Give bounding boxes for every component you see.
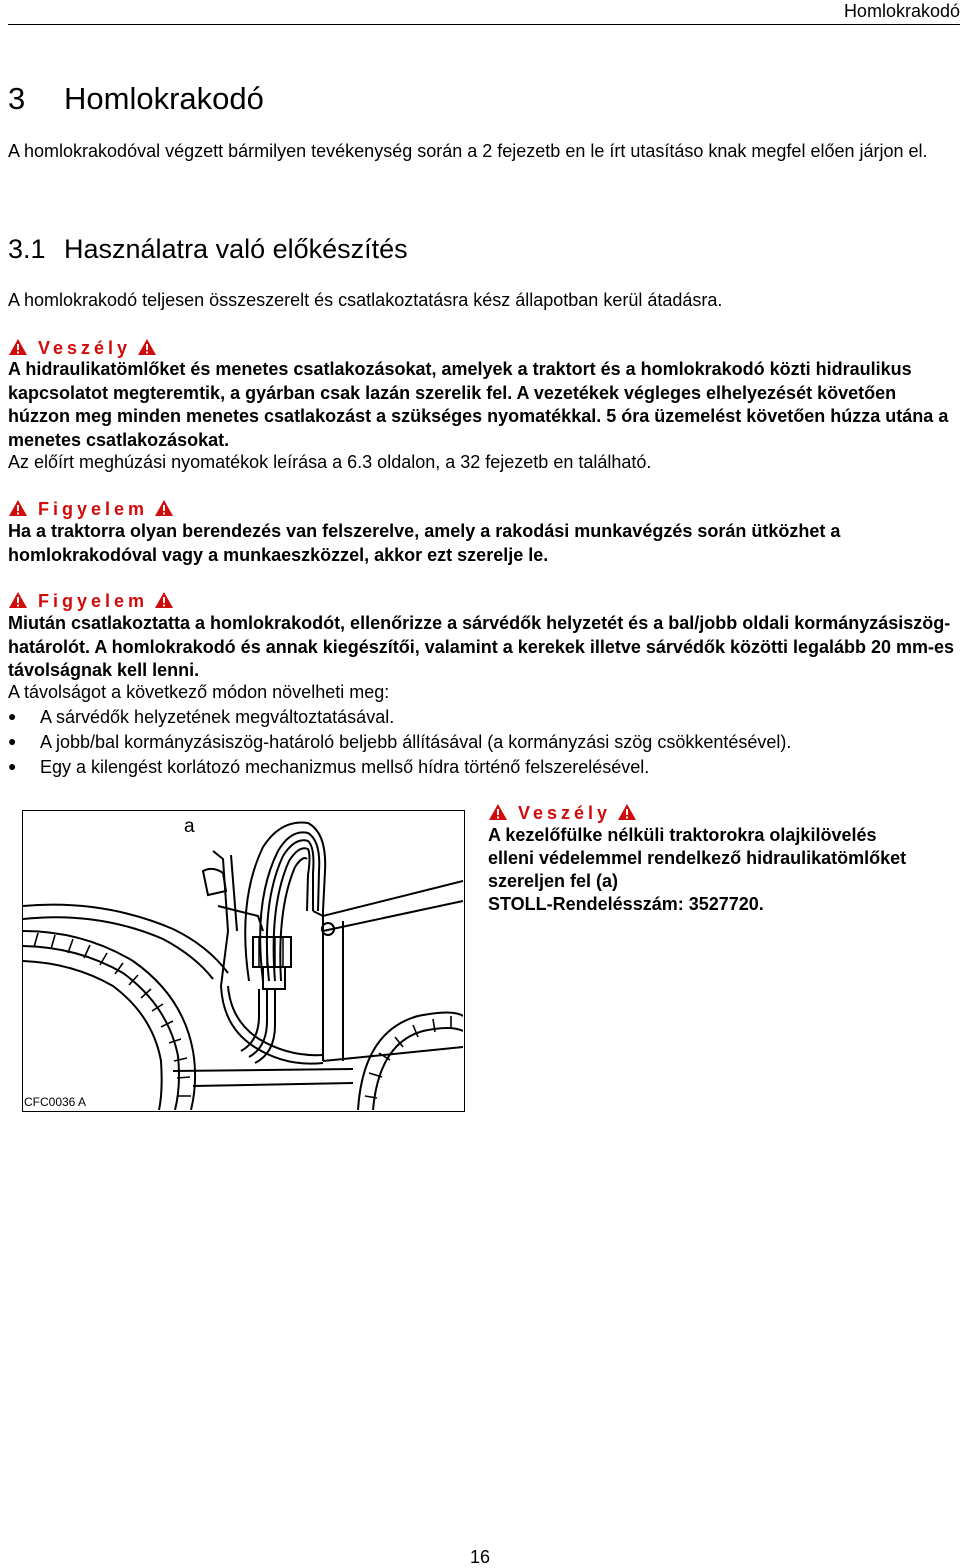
- list-item: ● Egy a kilengést korlátozó mechanizmus mellső hídra történő felszerelésével.: [8, 757, 650, 777]
- warning-1-body: A hidraulikatömlőket és menetes csatlakozásokat, amelyek a traktort és a homlokrakodó közti hidraulikus kapcsolatot megteremtik, a gyárban csak lazán szerelik fel. A vezetékek végleges elhelyezését követően húzzon meg minden menetes csatlakozást a szükséges nyomatékkal. 5 óra üzemelést követően húzza utána a menetes csatlakozásokat.: [8, 359, 949, 450]
- bullet-icon: ●: [8, 708, 17, 724]
- bullet-icon: ●: [8, 733, 17, 749]
- warning-triangle-icon: [8, 591, 28, 614]
- attention-2-note: A távolságot a következő módon növelheti meg:: [8, 682, 390, 702]
- attention-2-body: Miután csatlakoztatta a homlokrakodót, ellenőrizze a sárvédők helyzetét és a bal/jobb oldali kormányzásiszög-határolót. A homlokrakodó és annak kiegészítői, valamint a kerekek illetve sárvédők közötti legalább 20 mm-es távolságnak kell lenni.: [8, 613, 955, 680]
- warning-2-line: szereljen fel (a): [488, 871, 619, 891]
- warning-1-note: Az előírt meghúzási nyomatékok leírása a 6.3 oldalon, a 32 fejezetb en található.: [8, 452, 652, 472]
- warning-triangle-icon: [8, 499, 28, 522]
- subsection-number: 3.1: [8, 234, 46, 264]
- attention-1-title: Figyelem: [8, 498, 174, 522]
- section-number: 3: [8, 81, 26, 116]
- tractor-hose-figure: [22, 810, 465, 1112]
- tractor-illustration: [23, 811, 463, 1110]
- warning-2-line: elleni védelemmel rendelkező hidraulikatömlőket: [488, 848, 907, 868]
- subsection-title: Használatra való előkészítés: [64, 234, 408, 264]
- list-item: ● A sárvédők helyzetének megváltoztatásával.: [8, 707, 395, 727]
- warning-triangle-icon: [488, 803, 508, 826]
- warning-triangle-icon: [154, 499, 174, 522]
- warning-triangle-icon: [154, 591, 174, 614]
- list-item: ● A jobb/bal kormányzásiszög-határoló beljebb állításával (a kormányzási szög csökkentésével).: [8, 732, 792, 752]
- figure-caption: CFC0036 A: [24, 1095, 87, 1109]
- header-rule: [8, 24, 960, 25]
- figure-label-a: a: [184, 816, 195, 837]
- subsection-heading: [8, 232, 408, 266]
- bullet-icon: ●: [8, 758, 17, 774]
- warning-1-title: Veszély: [8, 337, 157, 361]
- warning-triangle-icon: [617, 803, 637, 826]
- intro-paragraph: A homlokrakodóval végzett bármilyen tevékenység során a 2 fejezetb en le írt utasításo knak megfel elően járjon el.: [8, 141, 928, 161]
- warning-2-title: Veszély: [488, 802, 637, 826]
- page-number: 16: [469, 1547, 491, 1567]
- running-header: Homlokrakodó: [843, 1, 960, 21]
- section-heading: [8, 80, 264, 118]
- attention-1-body: Ha a traktorra olyan berendezés van felszerelve, amely a rakodási munkavégzés során ütközhet a homlokrakodóval vagy a munkaeszközzel, akkor ezt szerelje le.: [8, 521, 841, 565]
- section-title: Homlokrakodó: [64, 81, 264, 116]
- warning-2-line: A kezelőfülke nélküli traktorokra olajkilövelés: [488, 825, 877, 845]
- subsection-intro: A homlokrakodó teljesen összeszerelt és csatlakoztatásra kész állapotban kerül átadásra.: [8, 290, 723, 310]
- attention-2-title: Figyelem: [8, 590, 174, 614]
- order-number: STOLL-Rendelésszám: 3527720.: [488, 894, 764, 914]
